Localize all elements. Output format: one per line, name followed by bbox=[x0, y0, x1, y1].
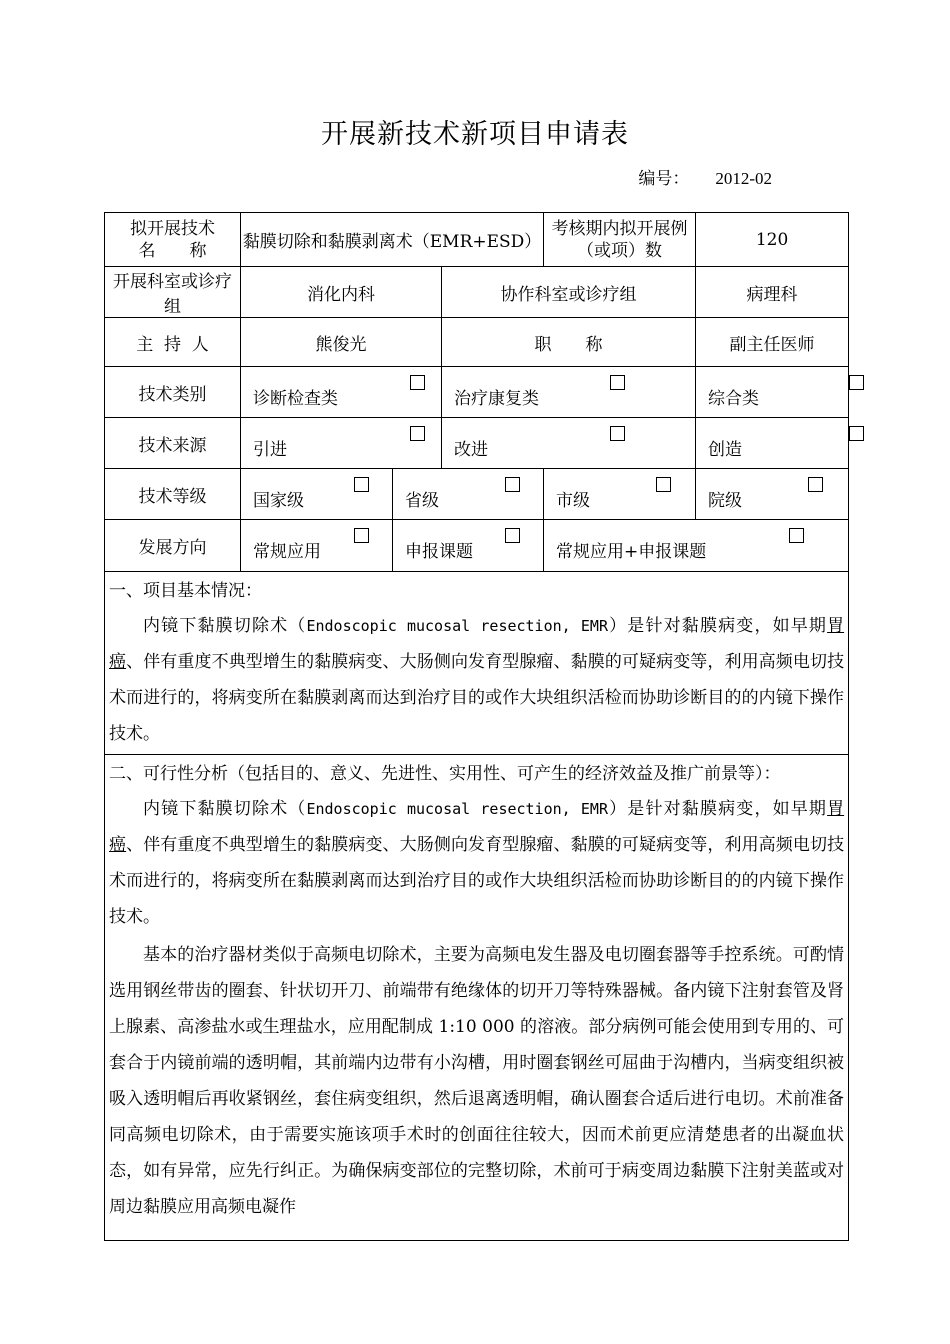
tech-source-option-create: 创造 bbox=[696, 418, 849, 469]
host-label: 主 持 人 bbox=[105, 318, 241, 367]
checkbox-routine[interactable] bbox=[354, 528, 369, 543]
tech-level-label: 技术等级 bbox=[105, 469, 241, 520]
section-feasibility bbox=[105, 755, 849, 1241]
checkbox-provincial[interactable] bbox=[505, 477, 520, 492]
tech-source-label: 技术来源 bbox=[105, 418, 241, 469]
checkbox-city[interactable] bbox=[656, 477, 671, 492]
checkbox-improve[interactable] bbox=[610, 426, 625, 441]
section2-paragraph-1: 内镜下黏膜切除术（Endoscopic mucosal resection, EMR）是针对黏膜病变，如早期胃癌、伴有重度不典型增生的黏膜病变、大肠侧向发育型腺瘤、黏膜的可疑病变等，利用高频电切技术而进行的，将病变所在黏膜剥离而达到治疗目的或作大块组织活检而协助诊断目的的内镜下操作技术。 bbox=[109, 799, 845, 927]
coop-dept-value[interactable]: 病理科 bbox=[696, 267, 849, 318]
tech-level-option-provincial: 省级 bbox=[393, 469, 544, 520]
document-title: 开展新技术新项目申请表 bbox=[321, 119, 629, 150]
tech-level-option-national: 国家级 bbox=[241, 469, 393, 520]
tech-source-option-improve: 改进 bbox=[442, 418, 696, 469]
direction-option-both: 常规应用+申报课题 bbox=[544, 520, 849, 572]
checkbox-import[interactable] bbox=[410, 426, 425, 441]
section-basic-info bbox=[105, 572, 849, 755]
checkbox-create[interactable] bbox=[849, 426, 864, 441]
checkbox-comprehensive[interactable] bbox=[849, 375, 864, 390]
section1-paragraph: 内镜下黏膜切除术（Endoscopic mucosal resection, EMR）是针对黏膜病变，如早期胃癌、伴有重度不典型增生的黏膜病变、大肠侧向发育型腺瘤、黏膜的可疑病变等，利用高频电切技术而进行的，将病变所在黏膜剥离而达到治疗目的或作大块组织活检而协助诊断目的的内镜下操作技术。 bbox=[109, 616, 845, 744]
count-value[interactable]: 120 bbox=[696, 213, 849, 267]
checkbox-treatment[interactable] bbox=[610, 375, 625, 390]
direction-option-research: 申报课题 bbox=[393, 520, 544, 572]
dept-label: 开展科室或诊疗组 bbox=[105, 267, 241, 318]
checkbox-both[interactable] bbox=[789, 528, 804, 543]
serial-label: 编号： bbox=[638, 169, 690, 189]
serial-value: 2012-02 bbox=[715, 169, 772, 188]
section2-paragraph-2: 基本的治疗器材类似于高频电切除术，主要为高频电发生器及电切圈套器等手控系统。可酌情选用钢丝带齿的圈套、针状切开刀、前端带有绝缘体的切开刀等特殊器械。备内镜下注射套管及肾上腺素、高渗盐水或生理盐水，应用配制成 1:10 000 的溶液。部分病例可能会使用到专用的、可套合于内镜前端的透明帽，其前端内边带有小沟槽，用时圈套钢丝可屈曲于沟槽内，当病变组织被吸入透明帽后再收紧钢丝，套住病变组织，然后退离透明帽，确认圈套合适后进行电切。术前准备同高频电切除术，由于需要实施该项手术时的创面往往较大，因而术前更应清楚患者的出凝血状态，如有异常，应先行纠正。为确保病变部位的完整切除，术前可于病变周边黏膜下注射美蓝或对周边黏膜应用高频电凝作 bbox=[109, 945, 845, 1217]
tech-source-option-import: 引进 bbox=[241, 418, 442, 469]
application-form bbox=[104, 212, 849, 1241]
checkbox-diagnostic[interactable] bbox=[410, 375, 425, 390]
checkbox-national[interactable] bbox=[354, 477, 369, 492]
tech-type-option-treatment: 治疗康复类 bbox=[442, 367, 696, 418]
host-value[interactable]: 熊俊光 bbox=[241, 318, 442, 367]
title-value[interactable]: 副主任医师 bbox=[696, 318, 849, 367]
tech-name-label: 拟开展技术 名 称 bbox=[105, 213, 241, 267]
dept-value[interactable]: 消化内科 bbox=[241, 267, 442, 318]
tech-level-option-hospital: 院级 bbox=[696, 469, 849, 520]
tech-type-option-diagnostic: 诊断检查类 bbox=[241, 367, 442, 418]
section1-heading: 一、项目基本情况： bbox=[109, 581, 262, 601]
tech-level-option-city: 市级 bbox=[544, 469, 696, 520]
checkbox-hospital[interactable] bbox=[808, 477, 823, 492]
count-label: 考核期内拟开展例 （或项）数 bbox=[544, 213, 696, 267]
serial-number bbox=[638, 164, 772, 189]
direction-option-routine: 常规应用 bbox=[241, 520, 393, 572]
direction-label: 发展方向 bbox=[105, 520, 241, 572]
tech-type-label: 技术类别 bbox=[105, 367, 241, 418]
title-label: 职 称 bbox=[442, 318, 696, 367]
coop-dept-label: 协作科室或诊疗组 bbox=[442, 267, 696, 318]
tech-name-value[interactable]: 黏膜切除和黏膜剥离术（EMR+ESD） bbox=[241, 213, 544, 267]
tech-type-option-comprehensive: 综合类 bbox=[696, 367, 849, 418]
section2-heading: 二、可行性分析（包括目的、意义、先进性、实用性、可产生的经济效益及推广前景等）： bbox=[109, 764, 781, 784]
checkbox-research[interactable] bbox=[505, 528, 520, 543]
